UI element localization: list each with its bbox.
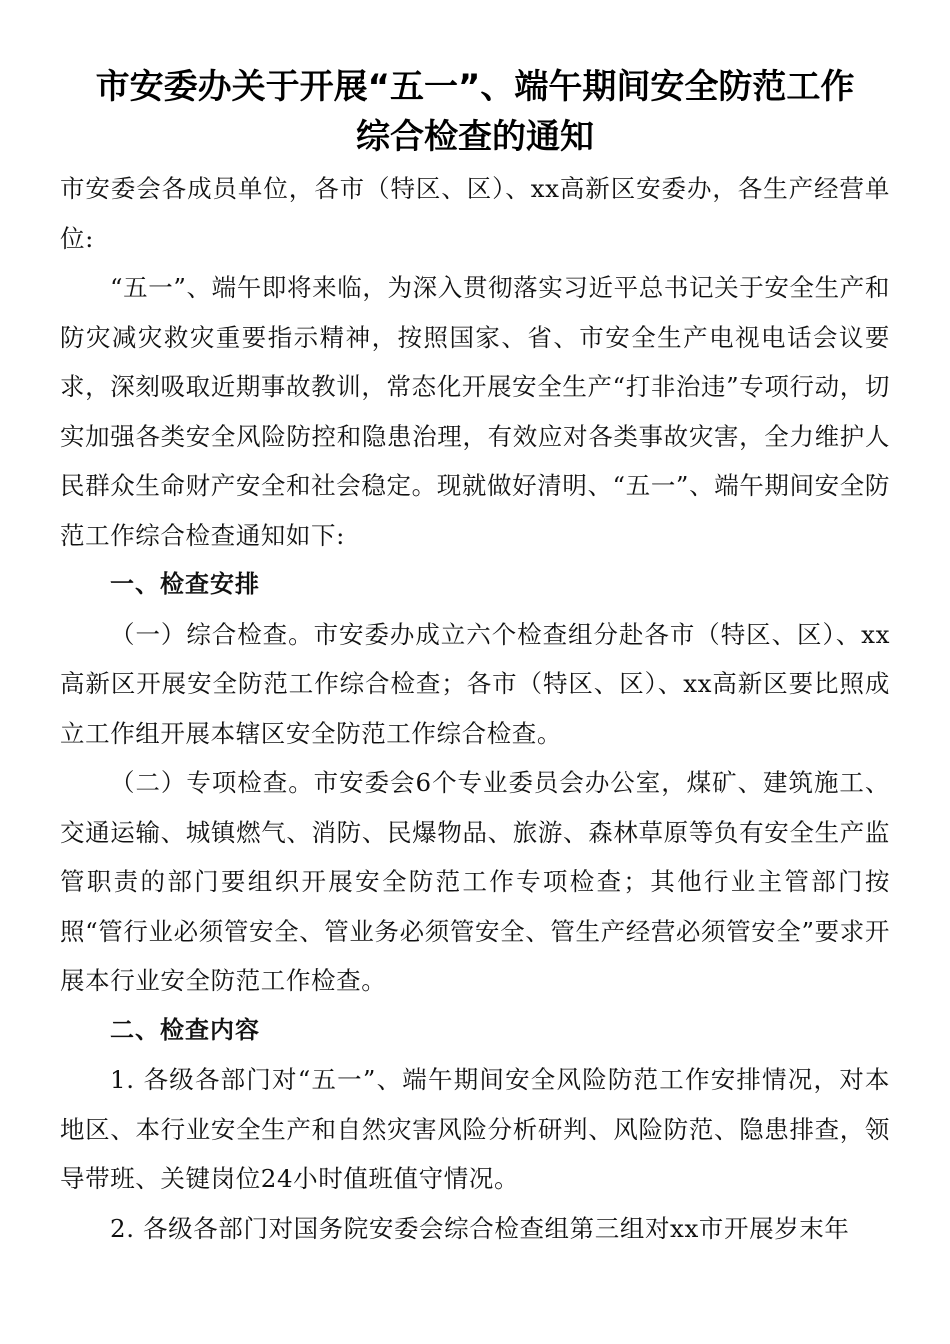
section-2-heading: 二、检查内容 [110,1015,260,1044]
document-title-line-1: 市安委办关于开展“五一”、端午期间安全防范工作 [95,67,855,107]
section-1-paragraph-1: （一）综合检查。市安委办成立六个检查组分赴各市（特区、区）、xx高新区开展安全防范工作综合检查；各市（特区、区）、xx高新区要比照成立工作组开展本辖区安全防范工作综合检查。 [60,619,890,748]
salutation-paragraph: 市安委会各成员单位，各市（特区、区）、xx高新区安委办，各生产经营单位: [60,174,890,253]
document-title [60,62,890,162]
section-1-paragraph-2: （二）专项检查。市安委会6个专业委员会办公室，煤矿、建筑施工、交通运输、城镇燃气、消防、民爆物品、旅游、森林草原等负有安全生产监管职责的部门要组织开展安全防范工作专项检查；其他行业主管部门按照“管行业必须管安全、管业务必须管安全、管生产经营必须管安全”要求开展本行业安全防范工作检查。 [60,768,890,995]
section-1-heading: 一、检查安排 [110,570,260,598]
document-page [60,62,890,1253]
intro-paragraph: “五一”、端午即将来临，为深入贯彻落实习近平总书记关于安全生产和防灾减灾救灾重要指示精神，按照国家、省、市安全生产电视电话会议要求，深刻吸取近期事故教训，常态化开展安全生产“打非治违”专项行动，切实加强各类安全风险防控和隐患治理，有效应对各类事故灾害，全力维护人民群众生命财产安全和社会稳定。现就做好清明、“五一”、端午期间安全防范工作综合检查通知如下: [60,273,890,550]
section-2-item-2: 2. 各级各部门对国务院安委会综合检查组第三组对xx市开展岁末年 [110,1213,850,1243]
section-2-item-1: 1. 各级各部门对“五一”、端午期间安全风险防范工作安排情况，对本地区、本行业安全生产和自然灾害风险分析研判、风险防范、隐患排查，领导带班、关键岗位24小时值班值守情况。 [60,1065,890,1193]
document-title-line-2: 综合检查的通知 [356,117,594,157]
